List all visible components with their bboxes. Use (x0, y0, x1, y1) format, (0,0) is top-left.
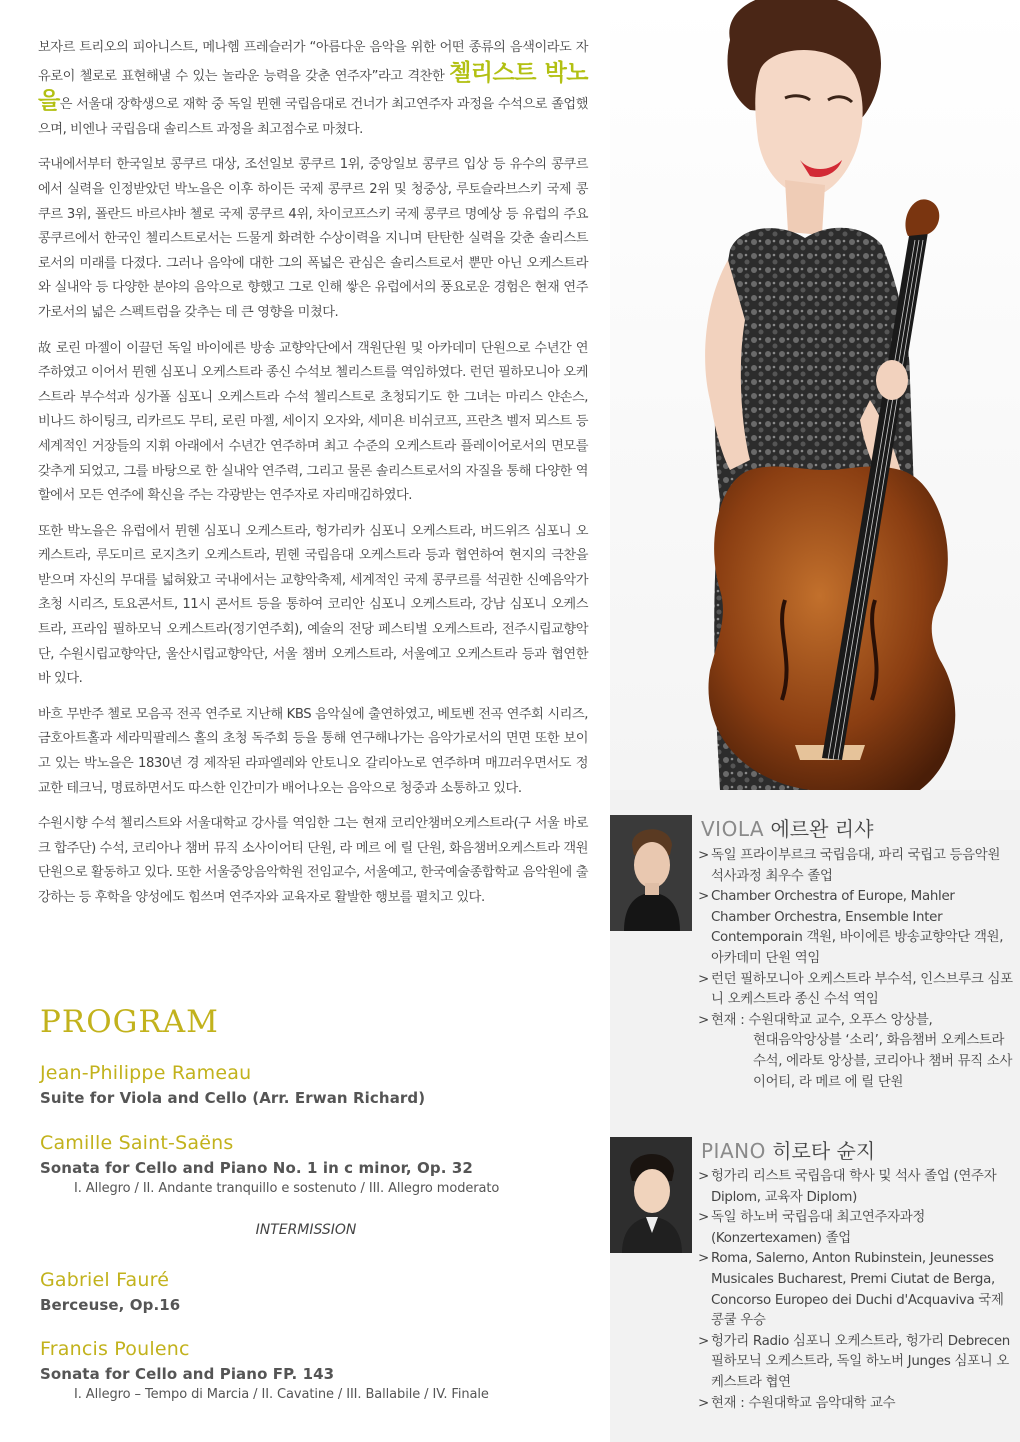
career-item: > 헝가리 리스트 국립음대 학사 및 석사 졸업 (연주자 Diplom, 교육자 Diplom) (698, 1167, 1016, 1208)
career-item: > 헝가리 Radio 심포니 오케스트라, 헝가리 Debrecen 필하모닉 오케스트라, 독일 하노버 Junges 심포니 오케스트라 협연 (698, 1332, 1016, 1394)
bio-paragraph-5: 바흐 무반주 첼로 모음곡 전곡 연주로 지난해 KBS 음악실에 출연하였고, 베토벤 전곡 연주회 시리즈, 금호아트홀과 세라믹팔레스 홀의 초청 독주회 등을 통해 연구해나가는 음악가로서의 면면 또한 보이고 있는 박노을은 1830년 경 제작된 라파엘레와 안토니오 갈리아노로 연주하며 매끄러우면서도 정교한 테크닉, 명료하면서도 따스한 인간미가 배어나오는 음악으로 청중과 소통하고 있다. (38, 706, 588, 796)
bio-paragraph-4: 또한 박노을은 유럽에서 뮌헨 심포니 오케스트라, 헝가리카 심포니 오케스트라, 버드위즈 심포니 오케스트라, 루도미르 로지츠키 오케스트라, 뮌헨 국립음대 오케스트라 등과 협연하여 현지의 극찬을 받으며 자신의 무대를 넓혀왔고 국내에서는 교향악축제, 세계적인 국제 콩쿠르를 석권한 신예음악가 초청 시리즈, 토요콘서트, 11시 콘서트 등을 통하여 코리안 심포니 오케스트라, 강남 심포니 오케스트라, 프라임 필하모닉 오케스트라(정기연주회), 예술의 전당 페스티벌 오케스트라, 전주시립교향악단, 수원시립교향악단, 울산시립교향악단, 서울 챔버 오케스트라, 서울예고 오케스트라 등과 협연한 바 있다. (38, 523, 588, 687)
artist-heading (701, 1135, 875, 1164)
biography (38, 36, 588, 922)
work-title: Berceuse, Op.16 (40, 1296, 181, 1314)
career-item: > 독일 프라이부르크 국립음대, 파리 국립고 등음악원 석사과정 최우수 졸업 (698, 846, 1016, 887)
instrument-label: VIOLA (701, 817, 765, 841)
bio-paragraph-3: 故 로린 마젤이 이끌던 독일 바이에른 방송 교향악단에서 객원단원 및 아카데미 단원으로 수년간 연주하였고 이어서 뮌헨 심포니 오케스트라 종신 수석보 첼리스트를 역임하였다. 런던 필하모니아 오케스트라 부수석과 싱가폴 심포니 오케스트라 수석 첼리스트로 초청되기도 한 그녀는 마리스 얀손스, 비나드 하이팅크, 리카르도 무티, 로린 마젤, 세이지 오자와, 세미욘 비쉬코프, 프란츠 벨저 뫼스트 등 세계적인 거장들의 지휘 아래에서 수년간 연주하며 최고 수준의 오케스트라 플레이어로서의 면모를 갖추게 되었고, 그를 바탕으로 한 실내악 연주력, 그리고 물론 솔리스트로서의 자질을 통해 다양한 역할에서 모든 연주에 확신을 주는 각광받는 연주자로 자리매김하였다. (38, 340, 588, 504)
career-item: > 런던 필하모니아 오케스트라 부수석, 인스브루크 심포니 오케스트라 종신 수석 역임 (698, 970, 1016, 1011)
program-title: PROGRAM (40, 1004, 219, 1040)
violist-illustration (610, 815, 692, 931)
program-piece-rameau (40, 1060, 590, 1109)
composer-name: Francis Poulenc (40, 1338, 190, 1360)
cellist-name-highlight: 첼리스트 박노을 (38, 59, 588, 115)
artist-name: 히로타 슌지 (772, 1139, 876, 1163)
artist-piano (610, 1135, 1020, 1425)
artist-viola (610, 813, 1020, 1113)
composer-name: Gabriel Fauré (40, 1269, 170, 1291)
bio-paragraph-1 (38, 36, 588, 142)
career-list (698, 1167, 1016, 1414)
bio-paragraph-6: 수원시향 수석 첼리스트와 서울대학교 강사를 역임한 그는 현재 코리안챔버오케스트라(구 서울 바로크 합주단) 수석, 코리아나 챔버 뮤직 소사이어티 단원, 라 메르 에 릴 단원, 화음챔버오케스트라 객원단원으로 활동하고 있다. 또한 서울중앙음악학원 전임교수, 서울예고, 한국예술종합학교 음악원에 출강하는 등 후학을 양성에도 힘쓰며 연주자와 교육자로 활발한 행보를 펼치고 있다. (38, 816, 588, 905)
artist-name: 에르완 리샤 (770, 817, 874, 841)
cellist-illustration (610, 0, 1020, 790)
pianist-illustration (610, 1137, 692, 1253)
career-item-continued: 현대음악앙상블 ‘소리’, 화음챔버 오케스트라 수석, 에라토 앙상블, 코리아나 챔버 뮤직 소사이어티, 라 메르 에 릴 단원 (753, 1033, 1013, 1090)
work-title: Suite for Viola and Cello (Arr. Erwan Richard) (40, 1089, 426, 1107)
program-piece-poulenc (40, 1336, 590, 1405)
composer-name: Camille Saint-Saëns (40, 1132, 234, 1154)
career-item: > 현재 : 수원대학교 교수, 오푸스 앙상블, (698, 1011, 1016, 1032)
career-list (698, 846, 1016, 1093)
program-piece-saint-saens (40, 1130, 590, 1199)
intermission-label: INTERMISSION (255, 1222, 357, 1238)
career-item: > 현재 : 수원대학교 음악대학 교수 (698, 1394, 1016, 1415)
work-title: Sonata for Cello and Piano No. 1 in c minor, Op. 32 (40, 1159, 473, 1177)
pianist-portrait (610, 1137, 692, 1253)
composer-name: Jean-Philippe Rameau (40, 1062, 252, 1084)
bio-intro-text-cont: 은 서울대 장학생으로 재학 중 독일 뮌헨 국립음대로 건너가 최고연주자 과정을 수석으로 졸업했으며, 비엔나 국립음대 솔리스트 과정을 최고점수로 마쳤다. (38, 97, 588, 137)
artist-heading (701, 813, 873, 842)
bio-paragraph-2: 국내에서부터 한국일보 콩쿠르 대상, 조선일보 콩쿠르 1위, 중앙일보 콩쿠르 입상 등 유수의 콩쿠르에서 실력을 인정받았던 박노을은 이후 하이든 국제 콩쿠르 2위 및 청중상, 루토슬라브스키 국제 콩쿠르 3위, 폴란드 바르샤바 첼로 국제 콩쿠르 4위, 차이코프스키 국제 콩쿠르 명예상 등 유럽의 주요 콩쿠르에서 한국인 첼리스트로서는 드물게 화려한 수상이력을 지니며 탄탄한 실력을 갖춘 솔리스트로서의 미래를 다졌다. 그러나 음악에 대한 그의 폭넓은 관심은 솔리스트로서 뿐만 아닌 오케스트라와 실내악 등 다양한 분야의 음악으로 향했고 그로 인해 쌓은 유럽에서의 풍요로운 경험은 현재 연주가로서의 넓은 스펙트럼을 갖추는 데 큰 영향을 미쳤다. (38, 157, 588, 320)
work-movements: I. Allegro / II. Andante tranquillo e sostenuto / III. Allegro moderato (74, 1181, 500, 1196)
cellist-photo (610, 0, 1020, 790)
work-title: Sonata for Cello and Piano FP. 143 (40, 1365, 335, 1383)
instrument-label: PIANO (701, 1139, 766, 1163)
violist-portrait (610, 815, 692, 931)
career-item: > 독일 하노버 국립음대 최고연주자과정 (Konzertexamen) 졸업 (698, 1208, 1016, 1249)
program-piece-faure (40, 1267, 590, 1316)
work-movements: I. Allegro – Tempo di Marcia / II. Cavatine / III. Ballabile / IV. Finale (74, 1387, 489, 1402)
career-item: > Roma, Salerno, Anton Rubinstein, Jeunesses Musicales Bucharest, Premi Ciutat de Berga, Concorso Europeo dei Duchi d'Acquaviva 국제콩쿨 우승 (698, 1249, 1016, 1331)
career-item: > Chamber Orchestra of Europe, Mahler Chamber Orchestra, Ensemble Inter Contemporain 객원, 바이에른 방송교향악단 객원, 아카데미 단원 역임 (698, 887, 1016, 969)
bio-intro-text: 보자르 트리오의 피아니스트, 메나헴 프레슬러가 “아름다운 음악을 위한 어떤 종류의 음색이라도 자유로이 첼로로 표현해낼 수 있는 놀라운 능력을 갖춘 연주자”라고 격찬한 (38, 40, 588, 84)
